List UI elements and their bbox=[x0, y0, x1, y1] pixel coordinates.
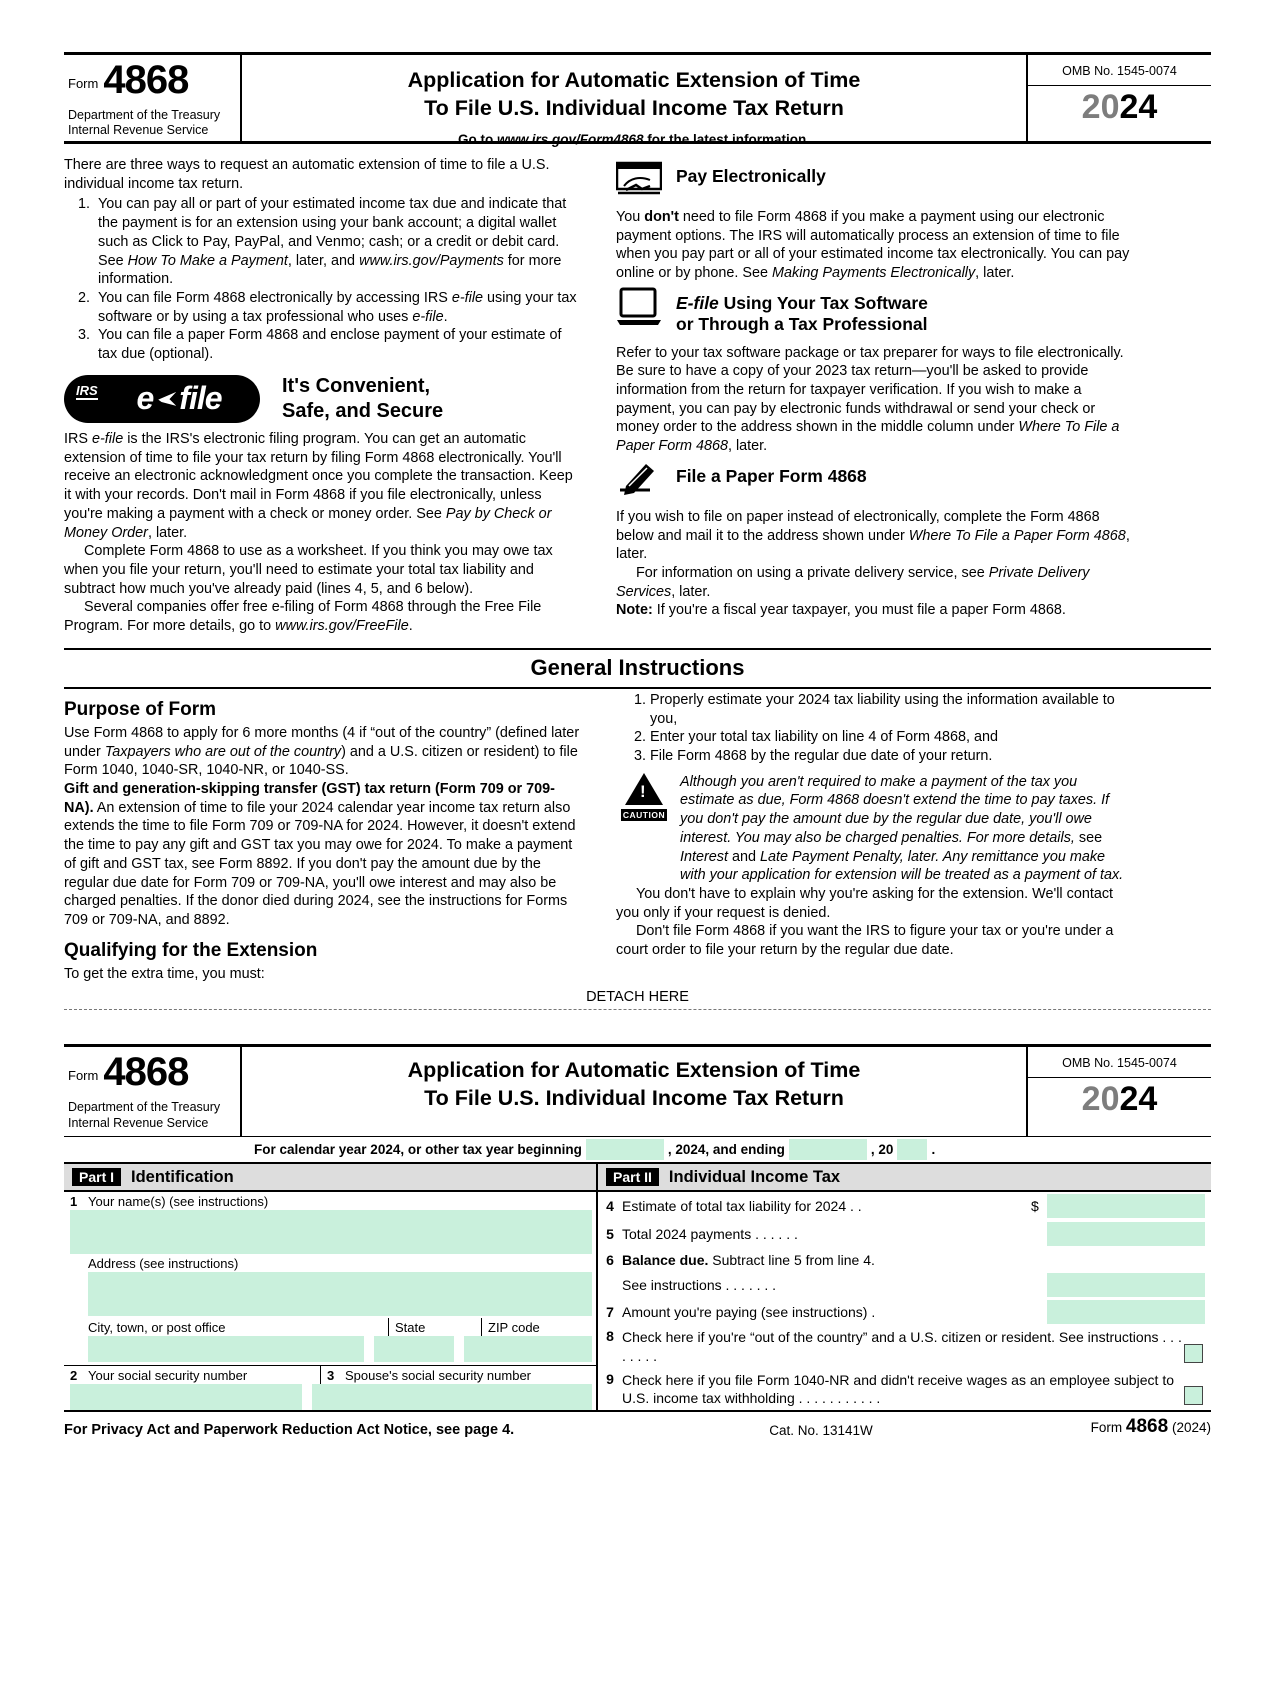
gst-rest: An extension of time to file your 2024 calendar year income tax return also extends the time to file Form 709 or 709-NA for 2024. However, it doesn't extend the time to pay any gift and GST tax you may owe for 2024. To make a payment of gift and GST tax, see Form 8892. If you don't pay the amount due by the regular due date for Form 709 or 709-NA, you'll owe interest and may also be charged penalties. If the donor died during 2024, see the instructions for Forms 709 or 709-NA, and 8892. bbox=[64, 799, 576, 928]
paper-form-p2: For information on using a private delivery service, see Private Delivery Services, later. bbox=[616, 565, 1090, 600]
line-6-rest: Subtract line 5 from line 4. bbox=[708, 1252, 875, 1269]
line-4-dollar-sign: $ bbox=[1031, 1198, 1039, 1215]
paper-form-note-label: Note: bbox=[616, 602, 653, 619]
gi-left-column bbox=[64, 689, 598, 984]
form-header-left bbox=[64, 55, 242, 141]
line-4-input[interactable] bbox=[1047, 1194, 1205, 1218]
form-body bbox=[64, 1192, 1211, 1410]
line-5-text: Total 2024 payments . . . . . . bbox=[622, 1226, 798, 1243]
gi-paragraph-after-2: Don't file Form 4868 if you want the IRS to figure your tax or you're under a court order to file your return by the regular due date. bbox=[616, 923, 1114, 959]
laptop-icon bbox=[616, 287, 662, 327]
field-1-label-row bbox=[64, 1192, 596, 1210]
form-title-line1: Application for Automatic Extension of Time bbox=[407, 68, 861, 92]
general-instructions-bar: General Instructions bbox=[64, 648, 1211, 689]
form-page bbox=[0, 52, 1275, 1701]
field-2-number: 2 bbox=[70, 1368, 78, 1384]
field-1-label: Your name(s) (see instructions) bbox=[88, 1194, 269, 1210]
city-state-zip-labels bbox=[64, 1318, 596, 1336]
bottom-form-header-center bbox=[242, 1047, 1026, 1136]
efile-software-body: Refer to your tax software package or tax preparer for ways to file electronically. Be sure to have a copy of your 2023 tax return—you'll be asked to provide information from the return for taxpayer verification. If you wish to make a payment, you can pay by electronic funds withdrawal or send your check or money order to the address shown in the middle column under Where To File a Paper Form 4868, later. bbox=[616, 344, 1124, 455]
field-3-label-row bbox=[320, 1366, 596, 1384]
pay-electronically-heading bbox=[616, 160, 1132, 200]
spouse-ssn-input[interactable] bbox=[312, 1384, 592, 1410]
part2-name: Individual Income Tax bbox=[668, 1167, 841, 1186]
bottom-agency-line: Internal Revenue Service bbox=[68, 1115, 209, 1130]
paper-form-note bbox=[616, 601, 1132, 620]
bottom-title-line1: Application for Automatic Extension of Time bbox=[407, 1058, 861, 1083]
efile-software-title-italic: E-file bbox=[676, 292, 719, 313]
tax-year-prefix: 20 bbox=[1081, 88, 1120, 126]
part1-name: Identification bbox=[131, 1167, 234, 1186]
zip-label: ZIP code bbox=[481, 1318, 596, 1336]
line-5-input[interactable] bbox=[1047, 1222, 1205, 1246]
field-2-label: Your social security number bbox=[88, 1368, 248, 1384]
line-4-row bbox=[598, 1192, 1211, 1220]
form-header-center bbox=[242, 55, 1026, 148]
line-6-text bbox=[622, 1252, 1031, 1268]
part1-header bbox=[64, 1164, 598, 1190]
footer-form-word: Form bbox=[1090, 1420, 1123, 1436]
gi-right-column bbox=[598, 689, 1132, 984]
part2-header bbox=[598, 1164, 1211, 1190]
paper-form-title: File a Paper Form 4868 bbox=[676, 465, 867, 486]
identification-panel bbox=[64, 1192, 598, 1410]
part2-badge: Part II bbox=[606, 1168, 659, 1186]
goto-line bbox=[242, 132, 1026, 147]
department-line: Department of the Treasury bbox=[68, 108, 221, 122]
line-8-row bbox=[598, 1326, 1211, 1364]
detach-here-label: DETACH HERE bbox=[586, 989, 689, 1006]
bottom-tax-year-prefix: 20 bbox=[1081, 1080, 1120, 1119]
zip-input[interactable] bbox=[464, 1336, 592, 1362]
line-5-number: 5 bbox=[606, 1226, 614, 1243]
line-7-input[interactable] bbox=[1047, 1300, 1205, 1324]
line-8-text: Check here if you're “out of the country” and a U.S. citizen or resident. See instructions . . . . . . . . bbox=[622, 1329, 1182, 1364]
bottom-form-header bbox=[64, 1044, 1211, 1136]
line-9-row bbox=[598, 1365, 1211, 1407]
pay-electronically-title: Pay Electronically bbox=[676, 166, 826, 186]
efile-software-title-rest: Using Your Tax Software bbox=[718, 292, 928, 313]
line-6-bold: Balance due. bbox=[622, 1252, 709, 1269]
line-8-checkbox[interactable] bbox=[1184, 1344, 1203, 1363]
tax-year-suffix: 24 bbox=[1119, 88, 1158, 126]
intro-list bbox=[64, 195, 580, 363]
tax-year-end-yy-input[interactable] bbox=[897, 1139, 927, 1160]
line-4-number: 4 bbox=[606, 1198, 614, 1215]
caution-word: CAUTION bbox=[622, 809, 666, 820]
form-footer bbox=[64, 1410, 1211, 1438]
intro-section bbox=[64, 156, 1211, 636]
efile-tagline-line2: Safe, and Secure bbox=[282, 399, 444, 422]
efile-software-title bbox=[676, 287, 928, 336]
line-6-input[interactable] bbox=[1047, 1273, 1205, 1297]
line-6-continued-row bbox=[598, 1272, 1211, 1298]
catalog-number: Cat. No. 13141W bbox=[769, 1423, 873, 1439]
irs-efile-logo-icon bbox=[64, 375, 260, 423]
line-7-number: 7 bbox=[606, 1304, 614, 1321]
form-title-line2: To File U.S. Individual Income Tax Return bbox=[424, 95, 844, 120]
qualifying-title: Qualifying for the Extension bbox=[64, 939, 318, 961]
qualifying-step-1: 1. Properly estimate your 2024 tax liability using the information available to you, bbox=[650, 691, 1132, 728]
gst-paragraph bbox=[64, 780, 580, 930]
purpose-of-form-body: Use Form 4868 to apply for 6 more months (4 if “out of the country” (defined later under Taxpayers who are out of the country) and a U.S. citizen or resident) to file Form 1040, 1040-SR, 1040-NR, or 1040-SS. bbox=[64, 724, 580, 779]
agency-line: Internal Revenue Service bbox=[68, 123, 209, 138]
general-instructions-section bbox=[64, 689, 1211, 984]
line-6-see-instructions: See instructions . . . . . . . bbox=[622, 1277, 777, 1294]
address-input[interactable] bbox=[88, 1272, 592, 1316]
efile-tagline-line1: It's Convenient, bbox=[282, 374, 431, 397]
efile-paragraph-1: IRS e-file is the IRS's electronic filing program. You can get an automatic extension of time to file your tax return by filing Form 4868 electronically. You'll receive an electronic acknowledgment once you complete the transaction. Keep it with your records. Don't mail in Form 4868 if you file electronically, unless you're making a payment with a check or money order. See Pay by Check or Money Order, later. bbox=[64, 430, 573, 541]
purpose-of-form-title: Purpose of Form bbox=[64, 698, 217, 720]
efile-paragraph-3: Several companies offer free e-filing of Form 4868 through the Free File Program. For more details, go to www.irs.gov/FreeFile. bbox=[64, 599, 542, 635]
intro-lead: There are three ways to request an automatic extension of time to file a U.S. individual income tax return. bbox=[64, 157, 550, 192]
efile-tagline bbox=[282, 374, 443, 424]
line-9-checkbox[interactable] bbox=[1184, 1386, 1203, 1405]
line-6-number: 6 bbox=[606, 1252, 614, 1269]
bottom-form-number: 4868 bbox=[103, 1050, 189, 1095]
tax-year-end-input[interactable] bbox=[789, 1139, 867, 1160]
irs-logo-text: IRS bbox=[76, 384, 98, 400]
goto-prefix: Go to bbox=[457, 132, 497, 148]
footer-form-number: 4868 bbox=[1125, 1416, 1169, 1438]
bottom-department-line: Department of the Treasury bbox=[68, 1100, 221, 1115]
bottom-form-header-left bbox=[64, 1047, 242, 1136]
state-label: State bbox=[388, 1318, 481, 1336]
qualifying-step-2: 2. Enter your total tax liability on line 4 of Form 4868, and bbox=[650, 728, 1132, 747]
paper-form-p1: If you wish to file on paper instead of electronically, complete the Form 4868 below and mail it to the address shown under Where To File a Paper Form 4868, later. bbox=[616, 508, 1130, 563]
tax-year bbox=[1028, 86, 1211, 127]
paper-form-heading bbox=[616, 460, 1132, 500]
city-state-zip-inputs bbox=[64, 1336, 596, 1362]
paper-form-note-text: If you're a fiscal year taxpayer, you must file a paper Form 4868. bbox=[652, 602, 1066, 619]
intro-left-column bbox=[64, 156, 598, 636]
efile-logo-file: file bbox=[179, 380, 222, 417]
parts-header-row bbox=[64, 1164, 1211, 1192]
city-label: City, town, or post office bbox=[88, 1320, 226, 1336]
footer-form-year: (2024) bbox=[1171, 1420, 1211, 1436]
caution-block bbox=[616, 773, 1132, 885]
bottom-title-line2: To File U.S. Individual Income Tax Return bbox=[424, 1085, 844, 1110]
tax-year-begin-input[interactable] bbox=[586, 1139, 664, 1160]
pen-writing-icon bbox=[616, 460, 662, 500]
form-word: Form bbox=[68, 76, 99, 91]
calendar-year-text-2: , 2024, and ending bbox=[667, 1142, 785, 1158]
income-tax-panel bbox=[598, 1192, 1211, 1410]
state-input[interactable] bbox=[374, 1336, 454, 1362]
field-3-number: 3 bbox=[327, 1368, 335, 1384]
goto-url[interactable]: www.irs.gov/Form4868 bbox=[496, 132, 644, 148]
bottom-tax-year bbox=[1028, 1078, 1211, 1119]
efile-software-title-line2: or Through a Tax Professional bbox=[676, 314, 928, 335]
qualifying-steps-list bbox=[616, 691, 1132, 766]
form-header-right bbox=[1026, 55, 1211, 141]
field-2-label-row bbox=[64, 1366, 320, 1384]
field-3-label: Spouse's social security number bbox=[345, 1368, 532, 1384]
calendar-year-text-1: For calendar year 2024, or other tax year beginning bbox=[254, 1142, 582, 1158]
line-9-text: Check here if you file Form 1040-NR and didn't receive wages as an employee subject to U.S. income tax withholding . . . . . . . . . . . bbox=[622, 1371, 1174, 1406]
form-header bbox=[64, 52, 1211, 148]
field-1-number: 1 bbox=[70, 1194, 78, 1210]
bottom-form-header-right bbox=[1026, 1047, 1211, 1136]
gst-bold-lead: Gift and generation-skipping transfer (GST) tax return (Form 709 or 709-NA). bbox=[64, 780, 555, 816]
line-6-row bbox=[598, 1248, 1211, 1272]
efile-swoosh-icon bbox=[158, 392, 176, 406]
efile-software-heading bbox=[616, 287, 1132, 336]
your-ssn-input[interactable] bbox=[70, 1384, 302, 1410]
calendar-year-text-3: , 20 bbox=[870, 1142, 894, 1158]
gi-paragraph-after-1: You don't have to explain why you're asking for the extension. We'll contact you only if your request is denied. bbox=[616, 886, 1114, 921]
bottom-form-word: Form bbox=[68, 1068, 99, 1084]
bottom-tax-year-suffix: 24 bbox=[1119, 1080, 1158, 1119]
calendar-year-text-4: . bbox=[931, 1142, 936, 1158]
name-input[interactable] bbox=[70, 1210, 592, 1254]
line-7-row bbox=[598, 1298, 1211, 1326]
detachable-form bbox=[64, 1044, 1211, 1438]
line-7-text: Amount you're paying (see instructions) . bbox=[622, 1304, 876, 1321]
intro-right-column bbox=[598, 156, 1132, 636]
bottom-omb-number: OMB No. 1545-0074 bbox=[1028, 1047, 1211, 1078]
qualifying-step-3: 3. File Form 4868 by the regular due date of your return. bbox=[650, 747, 1132, 766]
part1-badge: Part I bbox=[72, 1168, 121, 1186]
caution-icon bbox=[616, 773, 672, 885]
line-5-row bbox=[598, 1220, 1211, 1248]
hand-payment-icon bbox=[616, 160, 662, 200]
ssn-inputs-row bbox=[64, 1384, 596, 1410]
omb-number: OMB No. 1545-0074 bbox=[1028, 55, 1211, 86]
line-9-number: 9 bbox=[606, 1370, 614, 1387]
efile-banner bbox=[64, 374, 580, 424]
city-input[interactable] bbox=[88, 1336, 364, 1362]
privacy-act-notice: For Privacy Act and Paperwork Reduction Act Notice, see page 4. bbox=[64, 1422, 515, 1439]
efile-paragraph-2: Complete Form 4868 to use as a worksheet. If you think you may owe tax when you file your return, you'll need to estimate your total tax liability and subtract how much you've already paid (lines 4, 5, and 6 below). bbox=[64, 543, 553, 597]
intro-list-item-3: 3. You can file a paper Form 4868 and enclose payment of your estimate of tax due (optional). bbox=[94, 326, 580, 363]
qualifying-lead: To get the extra time, you must: bbox=[64, 965, 265, 982]
efile-logo-e: e bbox=[136, 380, 154, 417]
intro-list-item-2: 2. You can file Form 4868 electronically by accessing IRS e-file using your tax software or by using a tax professional who uses e-file. bbox=[94, 289, 580, 326]
line-8-number: 8 bbox=[606, 1328, 614, 1345]
goto-suffix: for the latest information. bbox=[643, 132, 811, 148]
calendar-year-row bbox=[64, 1136, 1211, 1164]
intro-list-item-1: 1. You can pay all or part of your estimated income tax due and indicate that the payment is for an extension using your bank account; a digital wallet such as Click to Pay, PayPal, and Venmo; cash; or a credit or debit card. See How To Make a Payment, later, and www.irs.gov/Payments for more information. bbox=[94, 195, 580, 289]
detach-dashed-line bbox=[64, 1009, 1211, 1010]
caution-text: Although you aren't required to make a payment of the tax you estimate as due, Form 4868 doesn't extend the time to pay taxes. If you don't pay the amount due by the regular due date, you'll owe interest. You may also be charged penalties. For more details, see Interest and Late Payment Penalty, later. Any remittance you make with your application for extension will be treated as a payment of tax. bbox=[680, 773, 1124, 884]
address-label: Address (see instructions) bbox=[88, 1256, 239, 1272]
footer-form-label bbox=[971, 1416, 1211, 1438]
pay-electronically-body: You don't need to file Form 4868 if you make a payment using our electronic payment options. The IRS will automatically process an extension of time to file when you pay part or all of your estimated income tax electronically. You can pay online or by phone. See Making Payments Electronically, later. bbox=[616, 209, 1130, 282]
line-4-text: Estimate of total tax liability for 2024 . . bbox=[622, 1198, 862, 1215]
ssn-labels-row bbox=[64, 1365, 596, 1384]
form-number: 4868 bbox=[103, 58, 189, 102]
